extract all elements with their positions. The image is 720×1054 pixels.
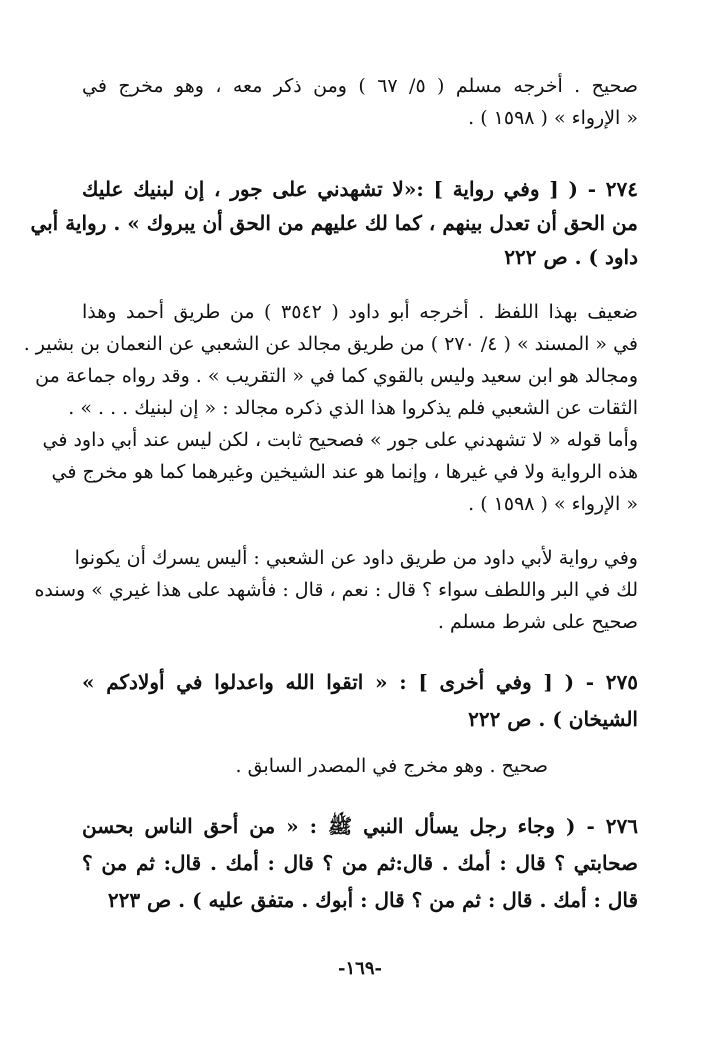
hadith-line: ٢٧٦ - ( وجاء رجل يسأل النبي ﷺ : « من أحق الناس بحسن bbox=[82, 814, 638, 838]
hadith-line: قال : أمك . قال : ثم من ؟ قال : أبوك . متفق عليه ) . ص ٢٢٣ bbox=[107, 888, 638, 912]
text-line: صحيح على شرط مسلم . bbox=[437, 611, 638, 633]
page-number: -١٦٩- bbox=[338, 958, 382, 979]
hadith-line: داود ) . ص ٢٢٢ bbox=[504, 245, 638, 269]
hadith-line: من الحق أن تعدل بينهم ، كما لك عليهم من الحق أن يبروك » . رواية أبي bbox=[30, 211, 638, 235]
hadith-line: ٢٧٤ - ( [ وفي رواية ] :«لا تشهدني على جور ، إن لبنيك عليك bbox=[82, 177, 638, 201]
text-line: ومجالد هو ابن سعيد وليس بالقوي كما في « التقريب » . وقد رواه جماعة من bbox=[35, 365, 638, 387]
hadith-276 bbox=[82, 808, 638, 919]
commentary-274-narration bbox=[34, 542, 638, 638]
text-line: وأما قوله « لا تشهدني على جور » فصحيح ثابت ، لكن ليس عند أبي داود في bbox=[42, 429, 638, 451]
text-line: صحيح . أخرجه مسلم ( ٥/ ٦٧ ) ومن ذكر معه ، وهو مخرج في bbox=[82, 75, 638, 97]
hadith-line: الشيخان ) . ص ٢٢٢ bbox=[468, 707, 638, 731]
commentary-block-prev bbox=[82, 70, 638, 134]
text-line: وفي رواية لأبي داود من طريق داود عن الشعبي : أليس يسرك أن يكونوا bbox=[74, 547, 638, 569]
hadith-274 bbox=[30, 172, 638, 274]
text-line: « الإرواء » ( ١٥٩٨ ) . bbox=[468, 107, 638, 129]
commentary-274 bbox=[23, 296, 639, 520]
hadith-line: ٢٧٥ - ( [ وفي أخرى ] : « اتقوا الله واعدلوا في أولادكم » bbox=[82, 670, 638, 694]
text-line: صحيح . وهو مخرج في المصدر السابق . bbox=[235, 755, 548, 777]
hadith-275 bbox=[82, 664, 638, 738]
hadith-line: صحابتي ؟ قال : أمك . قال:ثم من ؟ قال : أمك . قال: ثم من ؟ bbox=[82, 851, 638, 875]
commentary-275 bbox=[82, 750, 638, 782]
text-line: في « المسند » ( ٤/ ٢٧٠ ) من طريق مجالد عن الشعبي عن النعمان بن بشير . bbox=[23, 333, 638, 355]
text-line: « الإرواء » ( ١٥٩٨ ) . bbox=[468, 493, 638, 515]
text-line: هذه الرواية ولا في غيرها ، وإنما هو عند الشيخين وغيرهما كما هو مخرج في bbox=[51, 461, 638, 483]
text-line: لك في البر واللطف سواء ؟ قال : نعم ، قال : فأشهد على هذا غيري » وسنده bbox=[34, 579, 638, 601]
text-line: ضعيف بهذا اللفظ . أخرجه أبو داود ( ٣٥٤٢ ) من طريق أحمد وهذا bbox=[82, 301, 639, 323]
text-line: الثقات عن الشعبي فلم يذكروا هذا الذي ذكره مجالد : « إن لبنيك . . . » . bbox=[68, 397, 638, 419]
